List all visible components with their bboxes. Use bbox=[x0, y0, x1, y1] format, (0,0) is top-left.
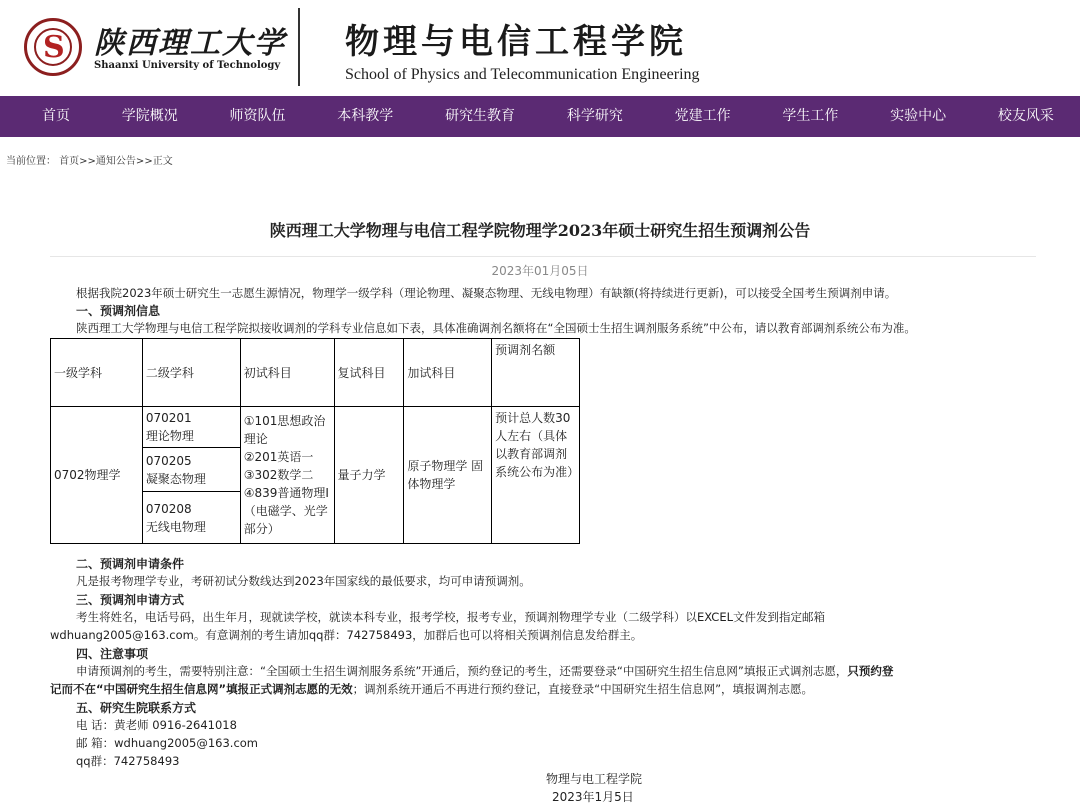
second-level-subject bbox=[142, 492, 240, 544]
university-name-en: Shaanxi University of Technology bbox=[94, 60, 281, 71]
section-5-title: 五、研究生院联系方式 bbox=[76, 701, 197, 715]
section-4-text bbox=[76, 663, 893, 679]
second-level-subject bbox=[142, 448, 240, 492]
section-4-title: 四、注意事项 bbox=[76, 647, 149, 661]
table-header-cell: 一级学科 bbox=[51, 339, 143, 407]
second-level-subject bbox=[142, 407, 240, 448]
contact-email[interactable]: 邮 箱：wdhuang2005@163.com bbox=[76, 736, 259, 750]
contact-phone: 电 话：黄老师 0916-2641018 bbox=[76, 718, 237, 732]
table-header-row bbox=[51, 339, 580, 407]
section-4-bold-a: 只预约登 bbox=[847, 664, 894, 678]
exam-item: ①101思想政治理论 bbox=[243, 414, 326, 446]
nav-item-party[interactable]: 党建工作 bbox=[674, 108, 731, 124]
section-4-bold-b: 记而不在“中国研究生招生信息网”填报正式调剂志愿的无效 bbox=[50, 682, 353, 696]
table-header-cell: 复试科目 bbox=[334, 339, 404, 407]
nav-item-graduate[interactable]: 研究生教育 bbox=[445, 108, 516, 124]
second-level-name: 理论物理 bbox=[145, 429, 194, 443]
section-1-title: 一、预调剂信息 bbox=[76, 304, 161, 318]
second-level-code: 070208 bbox=[145, 501, 192, 516]
section-1-text: 陕西理工大学物理与电信工程学院拟接收调剂的学科专业信息如下表，具体准确调剂名额将在“全国硕士生招生调剂服务系统”中公布，请以教育部调剂系统公布为准。 bbox=[76, 321, 916, 335]
section-2-text: 凡是报考物理学专业，考研初试分数线达到2023年国家线的最低要求，均可申请预调剂。 bbox=[76, 574, 531, 588]
section-3-text: 考生将姓名，电话号码，出生年月，现就读学校，就读本科专业，报考学校，报考专业，预调剂物理学专业（二级学科）以EXCEL文件发到指定邮箱 bbox=[76, 610, 826, 624]
section-4-text-cont bbox=[50, 681, 813, 697]
nav-item-research[interactable]: 科学研究 bbox=[566, 108, 623, 124]
exam-subjects bbox=[240, 407, 334, 544]
section-2-title: 二、预调剂申请条件 bbox=[76, 557, 185, 571]
second-level-name: 凝聚态物理 bbox=[145, 471, 206, 486]
exam-item: ②201英语一 bbox=[243, 450, 314, 464]
university-logo-icon[interactable]: S bbox=[24, 18, 82, 76]
signature-date: 2023年1月5日 bbox=[552, 790, 634, 804]
section-3-title: 三、预调剂申请方式 bbox=[76, 593, 185, 607]
table-header-cell: 初试科目 bbox=[240, 339, 334, 407]
table-header-cell: 预调剂名额 bbox=[492, 339, 580, 407]
school-name-en: School of Physics and Telecommunication Engineering bbox=[345, 66, 700, 83]
nav-item-alumni[interactable]: 校友风采 bbox=[997, 108, 1054, 124]
nav-item-faculty[interactable]: 师资队伍 bbox=[229, 108, 286, 124]
nav-item-undergrad[interactable]: 本科教学 bbox=[337, 108, 394, 124]
extra-subject: 原子物理学 固体物理学 bbox=[404, 407, 492, 544]
title-divider bbox=[50, 256, 1036, 257]
exam-item: ③302数学二 bbox=[243, 468, 314, 482]
exam-item: ④839普通物理Ⅰ（电磁学、光学部分） bbox=[243, 486, 329, 536]
article-date: 2023年01月05日 bbox=[491, 264, 589, 278]
university-name-cn: 陕西理工大学 bbox=[94, 26, 286, 61]
site-header bbox=[0, 0, 1080, 96]
table-header-cell: 二级学科 bbox=[142, 339, 240, 407]
nav-item-lab[interactable]: 实验中心 bbox=[890, 108, 947, 124]
intro-paragraph: 根据我院2023年硕士研究生一志愿生源情况，物理学一级学科（理论物理、凝聚态物理、无线电物理）有缺额(将持续进行更新)，可以接受全国考生预调剂申请。 bbox=[76, 286, 897, 300]
table-row bbox=[51, 407, 580, 448]
nav-item-overview[interactable]: 学院概况 bbox=[121, 108, 178, 124]
second-level-code: 070205 bbox=[145, 453, 192, 468]
contact-qq: qq群：742758493 bbox=[76, 754, 180, 768]
article-title: 陕西理工大学物理与电信工程学院物理学2023年硕士研究生招生预调剂公告 bbox=[269, 221, 811, 240]
first-level-subject: 0702物理学 bbox=[51, 407, 143, 544]
quota-table bbox=[50, 338, 580, 544]
second-level-code: 070201 bbox=[145, 411, 192, 425]
section-4-text-a: 申请预调剂的考生，需要特别注意：“全国硕士生招生调剂服务系统”开通后，预约登记的考生，还需要登录“中国研究生招生信息网”填报正式调剂志愿， bbox=[76, 664, 848, 678]
header-divider bbox=[298, 8, 300, 86]
retest-subject: 量子力学 bbox=[334, 407, 404, 544]
nav-item-home[interactable]: 首页 bbox=[42, 108, 70, 124]
table-header-cell: 加试科目 bbox=[404, 339, 492, 407]
second-level-name: 无线电物理 bbox=[145, 519, 206, 534]
section-4-text-b: ；调剂系统开通后不再进行预约登记，直接登录“中国研究生招生信息网”，填报调剂志愿。 bbox=[352, 682, 814, 696]
breadcrumb[interactable]: 当前位置： 首页>>通知公告>>正文 bbox=[6, 156, 173, 167]
quota-cell: 预计总人数30人左右（具体以教育部调剂系统公布为准） bbox=[492, 407, 580, 544]
signature-org: 物理与电工程学院 bbox=[546, 772, 643, 786]
section-3-text-cont: wdhuang2005@163.com。有意调剂的考生请加qq群：742758493，加群后也可以将相关预调剂信息发给群主。 bbox=[50, 628, 643, 642]
school-name-cn: 物理与电信工程学院 bbox=[345, 22, 687, 62]
nav-item-students[interactable]: 学生工作 bbox=[782, 108, 839, 124]
main-nav bbox=[0, 96, 1080, 137]
